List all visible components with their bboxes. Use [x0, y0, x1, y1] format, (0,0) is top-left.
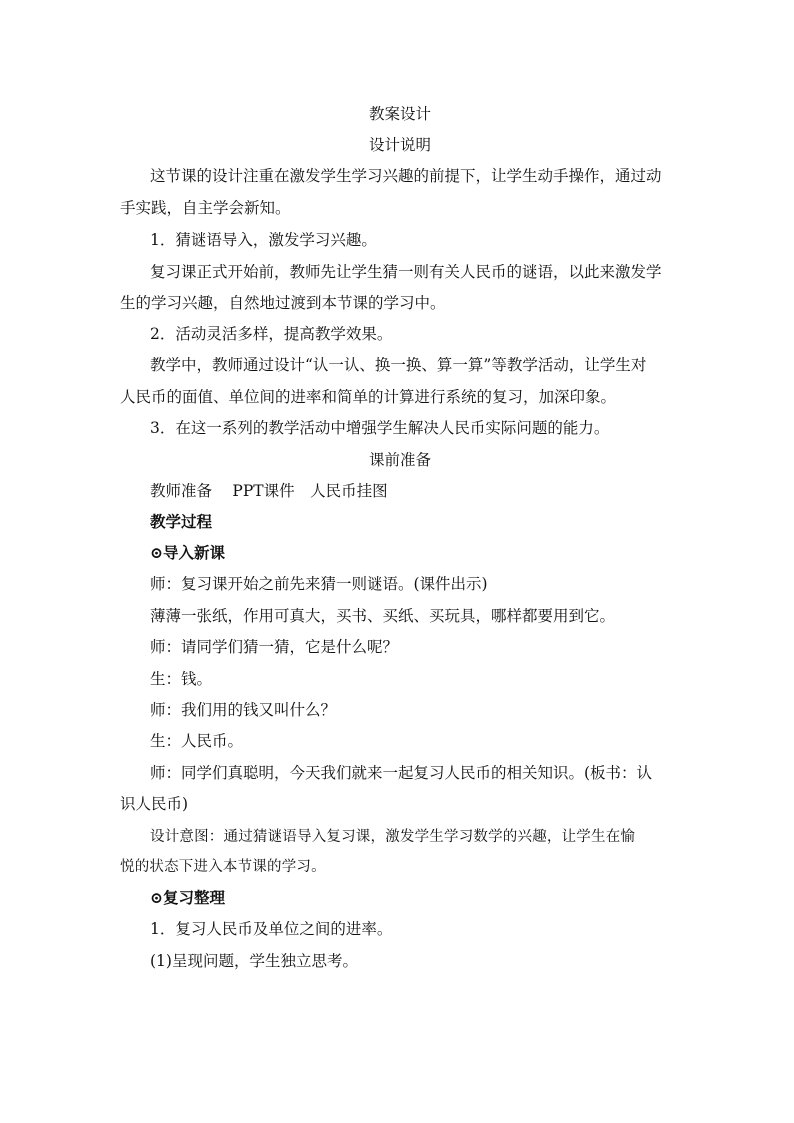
dialog-line: 师：我们用的钱又叫什么？ [150, 701, 337, 719]
design-item-1-paragraph-line-1: 复习课正式开始前，教师先让学生猜一则有关人民币的谜语，以此来激发学 [150, 263, 662, 281]
section-prep-title: 课前准备 [368, 451, 431, 469]
design-intent-line-1: 设计意图：通过猜谜语导入复习课，激发学生学习数学的兴趣，让学生在愉 [150, 829, 636, 845]
design-item-1: 1．猜谜语导入，激发学习兴趣。 [150, 231, 377, 249]
doc-title: 教案设计 [368, 105, 431, 123]
closing-line-2: 识人民币) [120, 795, 189, 813]
dialog-line: 薄薄一张纸，作用可真大，买书、买纸、买玩具，哪样都要用到它。 [150, 607, 616, 625]
prep-line: 教师准备 PPT课件 人民币挂图 [150, 482, 388, 500]
section-design-title: 设计说明 [368, 136, 431, 154]
design-item-3: 3．在这一系列的教学活动中增强学生解决人民币实际问题的能力。 [150, 419, 610, 437]
design-item-2: 2．活动灵活多样，提高教学效果。 [150, 325, 393, 343]
design-item-2-paragraph-line-1: 教学中，教师通过设计“认一认、换一换、算一算”等教学活动，让学生对 [150, 356, 647, 374]
review-section-title: ⊙复习整理 [150, 888, 225, 907]
design-item-2-paragraph-line-2: 人民币的面值、单位间的进率和简单的计算进行系统的复习，加深印象。 [120, 388, 617, 406]
dialog-line: 师：复习课开始之前先来猜一则谜语。(课件出示) [150, 575, 488, 593]
review-item-1-sub: (1)呈现问题，学生独立思考。 [150, 952, 358, 970]
design-intent-line-2: 悦的状态下进入本节课的学习。 [120, 859, 326, 875]
design-paragraph-1-line-1: 这节课的设计注重在激发学生学习兴趣的前提下，让学生动手操作，通过动 [150, 167, 662, 185]
process-title: 教学过程 [150, 512, 213, 531]
review-item-1: 1．复习人民币及单位之间的进率。 [150, 920, 393, 938]
design-paragraph-1-line-2: 手实践，自主学会新知。 [120, 199, 291, 217]
design-item-1-paragraph-line-2: 生的学习兴趣，自然地过渡到本节课的学习中。 [120, 294, 446, 312]
intro-section-title: ⊙导入新课 [150, 543, 225, 562]
dialog-line: 生：钱。 [150, 670, 213, 688]
dialog-line: 师：请同学们猜一猜，它是什么呢？ [150, 638, 399, 656]
dialog-line: 生：人民币。 [150, 732, 244, 750]
closing-line-1: 师：同学们真聪明，今天我们就来一起复习人民币的相关知识。(板书：认 [150, 764, 653, 782]
